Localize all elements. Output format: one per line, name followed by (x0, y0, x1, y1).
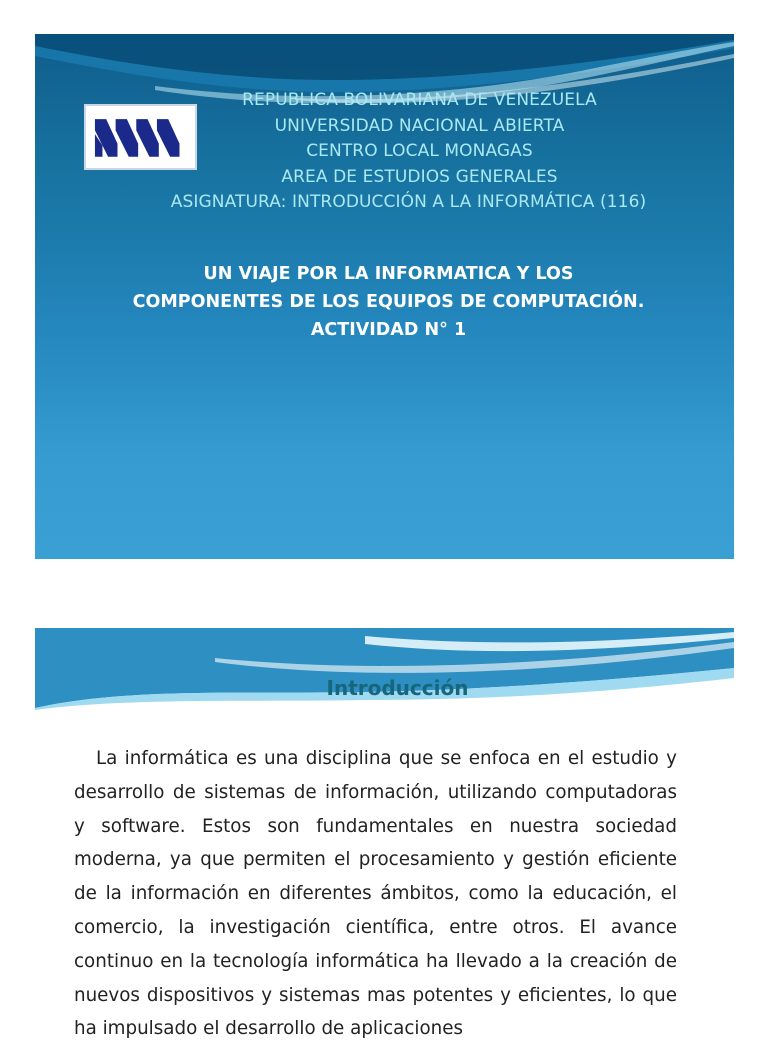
title-line-1: UN VIAJE POR LA INFORMATICA Y LOS (203, 264, 574, 284)
header-line-country: REPUBLICA BOLIVARIANA DE VENEZUELA (242, 90, 597, 110)
header-line-area: AREA DE ESTUDIOS GENERALES (281, 166, 558, 187)
title-slide (35, 34, 734, 559)
introduction-slide (35, 628, 734, 1040)
introduction-heading-text: Introducción (326, 676, 469, 700)
slide-title (35, 260, 734, 344)
title-line-2: COMPONENTES DE LOS EQUIPOS DE COMPUTACIÓN. (132, 292, 645, 312)
introduction-heading (35, 676, 734, 700)
institution-header (35, 88, 734, 216)
header-line-center: CENTRO LOCAL MONAGAS (306, 141, 533, 161)
title-line-3: ACTIVIDAD N° 1 (310, 320, 467, 340)
introduction-paragraph: La informática es una disciplina que se enfoca en el estudio y desarrollo de sistemas de información, utilizando computadoras y software. Estos son fundamentales en nuestra sociedad moderna, ya que permiten el procesamiento y gestión eficiente de la información en diferentes ámbitos, como la educación, el comercio, la investigación científica, entre otros. El avance continuo en la tecnología informática ha llevado a la creación de nuevos dispositivos y sistemas mas potentes y eficientes, lo que ha impulsado el desarrollo de aplicaciones (74, 748, 677, 1040)
header-line-subject: ASIGNATURA: INTRODUCCIÓN A LA INFORMÁTICA (116) (170, 192, 647, 212)
header-line-university: UNIVERSIDAD NACIONAL ABIERTA (274, 115, 565, 136)
